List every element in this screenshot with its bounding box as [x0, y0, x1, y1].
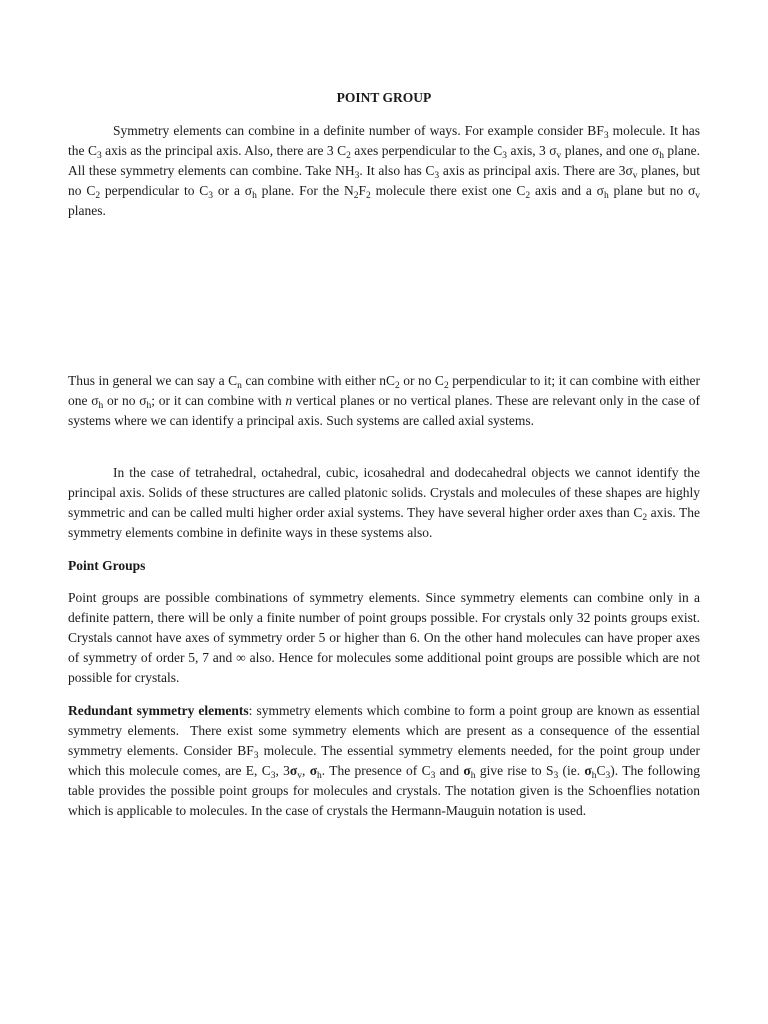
- page-title: POINT GROUP: [336, 90, 432, 105]
- paragraph-symmetry-combinations: Symmetry elements can combine in a definite number of ways. For example consider $BF_3$ molecule. It has the $C_3$ axis as the principal axis. Also, there are 3 $C_2$ axes perpendicular to the $C_3$ axis, 3 $\sigma_v$ planes, and one $\sigma_h$ plane. All these symmetry elements can combine. Take $NH_3$. It also has $C_3$ axis as principal axis. There are $3\sigma_v$ planes, but no $C_2$ perpendicular to $C_3$ or a $\sigma_h$ plane. For the $N_2F_2$ molecule there exist one $C_2$ axis and a $\sigma_h$ plane but no $\sigma_v$ planes.: [68, 123, 701, 218]
- paragraph-redundant-elements: [68, 701, 700, 821]
- redundant-elements-body: : symmetry elements which combine to form a point group are known as essential symmetry elements. There exist some symmetry elements which are present as a consequence of the essential symmetry elements. Consider $BF_3$ molecule. The essential symmetry elements needed, for the point group under which this molecule comes, are E, $C_3$, $3\sigma_v$, $\sigma_h$. The presence of $C_3$ and $\sigma_h$ give rise to $S_3$ (ie. $\sigma_hC_3$). The following table provides the possible point groups for molecules and crystals. The notation given is the Schoenflies notation which is applicable to molecules. In the case of crystals the Hermann-Mauguin notation is used.: [68, 703, 700, 818]
- paragraph-platonic-solids: In the case of tetrahedral, octahedral, cubic, icosahedral and dodecahedral objects we cannot identify the principal axis. Solids of these structures are called platonic solids. Crystals and molecules of these shapes are highly symmetric and can be called multi higher order axial systems. They have several higher order axes than $C_2$ axis. The symmetry elements combine in definite ways in these systems also.: [68, 465, 700, 540]
- redundant-elements-lead: Redundant symmetry elements: [68, 703, 249, 718]
- paragraph-point-groups: Point groups are possible combinations of symmetry elements. Since symmetry elements can combine only in a definite pattern, there will be only a finite number of point groups possible. For crystals only 32 points groups exist. Crystals cannot have axes of symmetry order 5 or higher than 6. On the other hand molecules can have proper axes of symmetry of order 5, 7 and ∞ also. Hence for molecules some additional point groups are possible which are not possible for crystals.: [68, 590, 700, 685]
- section-heading-point-groups: Point Groups: [68, 558, 146, 573]
- paragraph-axial-systems: Thus in general we can say a $C_n$ can combine with either $nC_2$ or no $C_2$ perpendicular to it; it can combine with either one $\sigma_h$ or no $\sigma_h$; or it can combine with n vertical planes or no vertical planes. These are relevant only in the case of systems where we can identify a principal axis. Such systems are called axial systems.: [68, 373, 700, 428]
